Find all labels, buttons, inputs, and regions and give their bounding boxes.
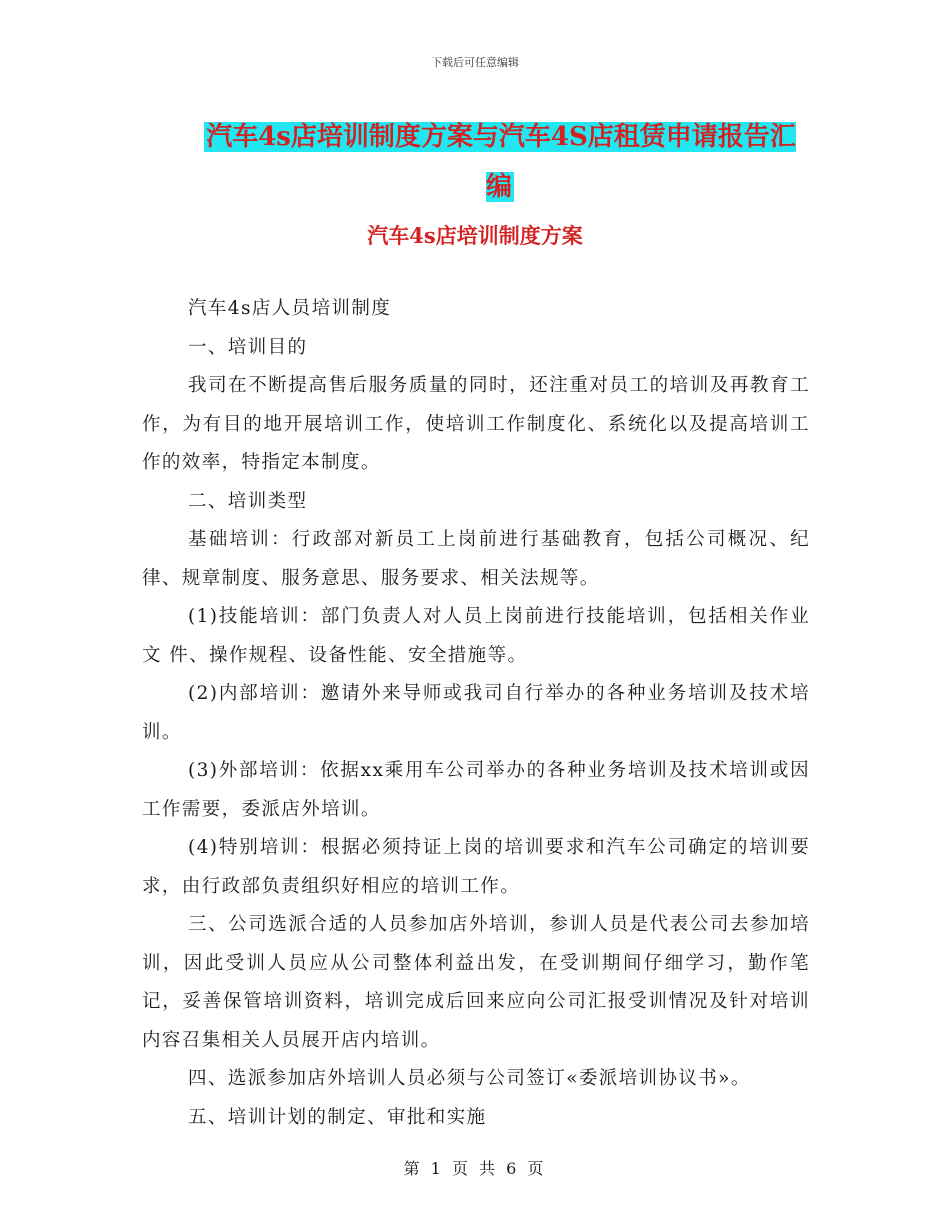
paragraph: (2)内部培训：邀请外来导师或我司自行举办的各种业务培训及技术培训。 <box>142 683 810 743</box>
paragraph: 三、公司选派合适的人员参加店外培训，参训人员是代表公司去参加培训，因此受训人员应从公司整体利益出发，在受训期间仔细学习，勤作笔记，妥善保管培训资料，培训完成后回来应向公司汇报受训情况及针对培训内容召集相关人员展开店内培训。 <box>142 914 810 1051</box>
paragraph: 二、培训类型 <box>188 490 308 512</box>
document-title <box>195 112 805 212</box>
document-body <box>142 290 810 1137</box>
paragraph: (3)外部培训：依据xx乘用车公司举办的各种业务培训及技术培训或因工作需要，委派店外培训。 <box>142 760 810 820</box>
paragraph: (4)特别培训：根据必须持证上岗的培训要求和汽车公司确定的培训要求，由行政部负责组织好相应的培训工作。 <box>142 837 810 897</box>
paragraph: (1)技能培训：部门负责人对人员上岗前进行技能培训，包括相关作业文 件、操作规程、设备性能、安全措施等。 <box>142 606 810 666</box>
paragraph: 一、培训目的 <box>188 336 308 358</box>
paragraph: 我司在不断提高售后服务质量的同时，还注重对员工的培训及再教育工作，为有目的地开展培训工作，使培训工作制度化、系统化以及提高培训工作的效率，特指定本制度。 <box>142 375 810 473</box>
paragraph: 基础培训：行政部对新员工上岗前进行基础教育，包括公司概况、纪律、规章制度、服务意思、服务要求、相关法规等。 <box>142 529 810 589</box>
paragraph: 四、选派参加店外培训人员必须与公司签订«委派培训协议书»。 <box>188 1068 751 1089</box>
section-title: 汽车4s店培训制度方案 <box>367 223 583 248</box>
page-footer: 第 1 页 共 6 页 <box>403 1159 547 1178</box>
paragraph: 汽车4s店人员培训制度 <box>188 298 392 319</box>
paragraph: 五、培训计划的制定、审批和实施 <box>188 1106 487 1128</box>
document-title-text: 汽车4s店培训制度方案与汽车4S店租赁申请报告汇编 <box>206 122 796 202</box>
page-header-note: 下载后可任意编辑 <box>431 56 519 69</box>
